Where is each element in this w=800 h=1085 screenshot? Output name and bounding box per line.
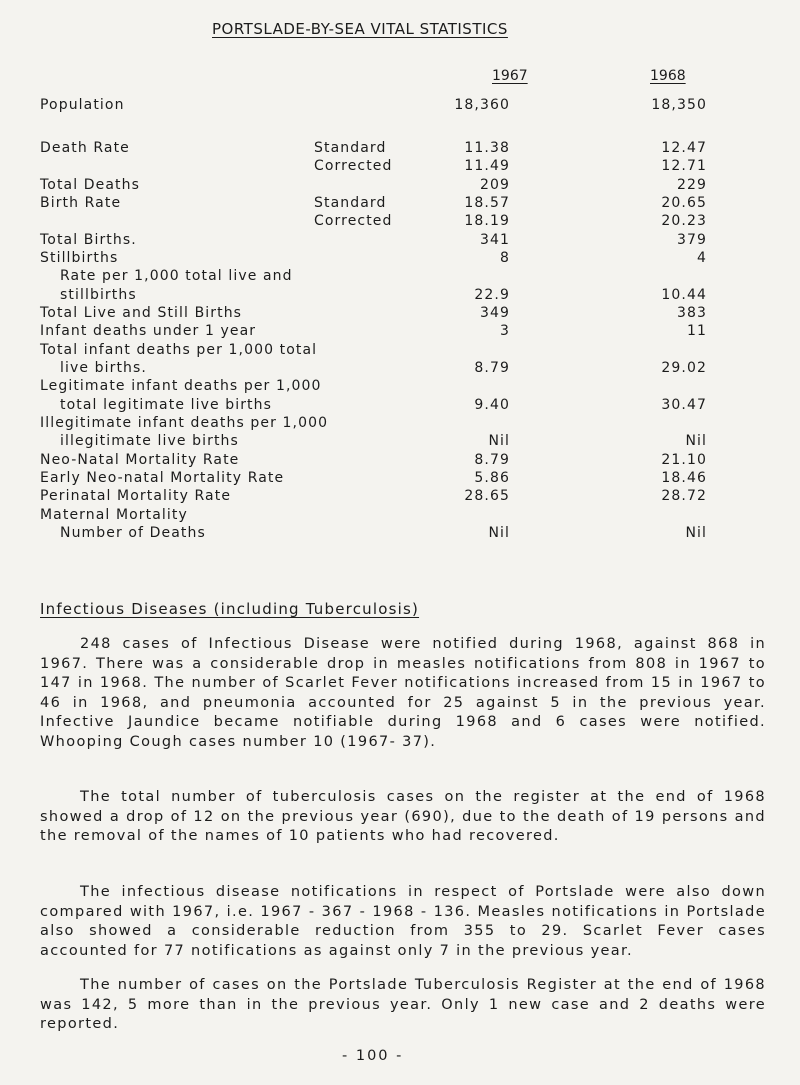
value-1967: 8.79 (474, 360, 510, 376)
value-1968: 21.10 (661, 452, 707, 468)
row-label: Neo-Natal Mortality Rate (40, 452, 240, 468)
value-1967: 8.79 (474, 452, 510, 468)
row-label: Total infant deaths per 1,000 total (40, 342, 318, 358)
value-1968: 18,350 (651, 97, 707, 113)
value-1968: 383 (676, 305, 707, 321)
row-label: Population (40, 97, 125, 113)
value-1967: Nil (488, 525, 510, 541)
value-1967: 341 (479, 232, 510, 248)
row-sublabel: Standard (314, 195, 387, 211)
row-label: Stillbirths (40, 250, 119, 266)
value-1967: 11.38 (464, 140, 510, 156)
row-sublabel: Corrected (314, 213, 393, 229)
row-sublabel: Standard (314, 140, 387, 156)
value-1968: 229 (676, 177, 707, 193)
value-1967: 5.86 (474, 470, 510, 486)
page-title: PORTSLADE-BY-SEA VITAL STATISTICS (212, 20, 508, 38)
value-1967: 18.19 (464, 213, 510, 229)
row-label: stillbirths (60, 287, 137, 303)
value-1968: Nil (685, 525, 707, 541)
row-sublabel: Corrected (314, 158, 393, 174)
value-1968: 30.47 (661, 397, 707, 413)
row-label: Perinatal Mortality Rate (40, 488, 232, 504)
table-row (0, 97, 800, 119)
value-1967: 22.9 (474, 287, 510, 303)
row-label: Number of Deaths (60, 525, 206, 541)
value-1967: 11.49 (464, 158, 510, 174)
value-1968: 4 (696, 250, 707, 266)
value-1967: 9.40 (474, 397, 510, 413)
value-1968: 29.02 (661, 360, 707, 376)
paragraph-tuberculosis-register: The total number of tuberculosis cases on the register at the end of 1968 showed a drop of 12 on the previous year (690), due to the death of 19 persons and the removal of the names of 10 patients who had recovered. (40, 789, 766, 844)
paragraph-infectious-diseases: 248 cases of Infectious Disease were notified during 1968, against 868 in 1967. There was a considerable drop in measles notifications from 808 in 1967 to 147 in 1968. The number of Scarlet Fever notifications increased from 15 in 1967 to 46 in 1968, and pneumonia accounted for 25 against 5 in the previous year. Infective Jaundice became notifiable during 1968 and 6 cases were notified. Whooping Cough cases number 10 (1967- 37). (40, 636, 766, 750)
value-1967: Nil (488, 433, 510, 449)
paragraph-portslade-tb-register: The number of cases on the Portslade Tuberculosis Register at the end of 1968 was 142, 5 more than in the previous year. Only 1 new case and 2 deaths were reported. (40, 977, 766, 1032)
row-label: Maternal Mortality (40, 507, 188, 523)
row-label: illegitimate live births (60, 433, 239, 449)
value-1967: 18,360 (454, 97, 510, 113)
value-1967: 209 (479, 177, 510, 193)
section-heading: Infectious Diseases (including Tuberculosis) (40, 600, 420, 618)
value-1968: 11 (686, 323, 707, 339)
row-label: Total Births. (40, 232, 137, 248)
value-1968: 12.71 (661, 158, 707, 174)
table-row (0, 525, 800, 547)
row-label: total legitimate live births (60, 397, 273, 413)
row-label: Death Rate (40, 140, 130, 156)
row-label: Illegitimate infant deaths per 1,000 (40, 415, 329, 431)
value-1967: 3 (499, 323, 510, 339)
value-1968: Nil (685, 433, 707, 449)
row-label: Total Deaths (40, 177, 140, 193)
year-header-1968: 1968 (650, 68, 686, 84)
row-label: Total Live and Still Births (40, 305, 243, 321)
row-label: Infant deaths under 1 year (40, 323, 257, 339)
value-1967: 28.65 (464, 488, 510, 504)
value-1968: 10.44 (661, 287, 707, 303)
value-1968: 28.72 (661, 488, 707, 504)
page-number: - 100 - (342, 1048, 404, 1064)
value-1968: 20.23 (661, 213, 707, 229)
year-header-1967: 1967 (492, 68, 528, 84)
value-1968: 379 (676, 232, 707, 248)
row-label: Rate per 1,000 total live and (60, 268, 293, 284)
value-1968: 20.65 (661, 195, 707, 211)
row-label: Legitimate infant deaths per 1,000 (40, 378, 322, 394)
value-1967: 8 (499, 250, 510, 266)
row-label: Early Neo-natal Mortality Rate (40, 470, 285, 486)
paragraph-portslade-notifications: The infectious disease notifications in respect of Portslade were also down compared with 1967, i.e. 1967 - 367 - 1968 - 136. Measles notifications in Portslade also showed a considerable reduction from 355 to 29. Scarlet Fever cases accounted for 77 notifications as against only 7 in the previous year. (40, 884, 766, 959)
value-1967: 18.57 (464, 195, 510, 211)
value-1967: 349 (479, 305, 510, 321)
row-label: Birth Rate (40, 195, 122, 211)
row-label: live births. (60, 360, 147, 376)
value-1968: 18.46 (661, 470, 707, 486)
value-1968: 12.47 (661, 140, 707, 156)
